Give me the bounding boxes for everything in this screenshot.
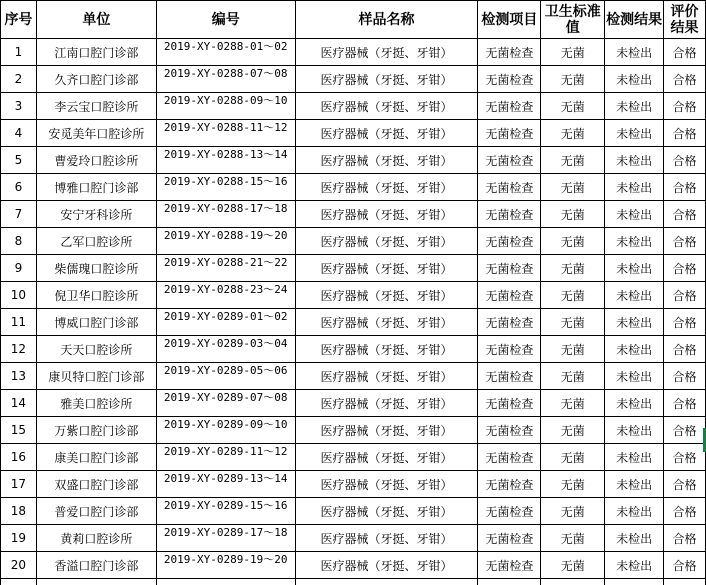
cell-standard[interactable]: 无菌 [541, 39, 605, 66]
cell-unit[interactable]: 博威口腔门诊部 [36, 309, 156, 336]
cell-standard[interactable]: 无菌 [541, 93, 605, 120]
cell-standard[interactable]: 无菌 [541, 282, 605, 309]
cell-item[interactable]: 无菌检查 [478, 444, 541, 471]
cell-unit[interactable]: 香溢口腔门诊部 [36, 552, 156, 579]
cell-sample[interactable]: 医疗器械（牙挺、牙钳） [295, 120, 478, 147]
cell-no[interactable]: 14 [1, 390, 37, 417]
cell-evaluation[interactable]: 合格 [664, 147, 706, 174]
table-row [1, 228, 706, 255]
table-row [1, 201, 706, 228]
cell-evaluation[interactable]: 合格 [664, 39, 706, 66]
cell-code[interactable]: 2019-XY-0288-17～18 [156, 201, 295, 228]
cell-no[interactable]: 9 [1, 255, 37, 282]
cell-sample[interactable]: 医疗器械（牙挺、牙钳） [295, 309, 478, 336]
cell-sample[interactable]: 医疗器械（牙挺、牙钳） [295, 390, 478, 417]
cell-no[interactable]: 18 [1, 498, 37, 525]
cell-result[interactable]: 未检出 [605, 228, 664, 255]
cell-result[interactable]: 未检出 [605, 525, 664, 552]
cell-evaluation[interactable]: 合格 [664, 255, 706, 282]
header-code[interactable]: 编号 [156, 1, 295, 39]
table-row [1, 174, 706, 201]
cell-sample[interactable]: 医疗器械（牙挺、牙钳） [295, 228, 478, 255]
cell-standard[interactable]: 无菌 [541, 174, 605, 201]
table-row [1, 336, 706, 363]
cell-partial[interactable] [156, 579, 295, 585]
cell-code[interactable]: 2019-XY-0289-17～18 [156, 525, 295, 552]
cell-standard[interactable]: 无菌 [541, 66, 605, 93]
cell-result[interactable]: 未检出 [605, 309, 664, 336]
cell-unit[interactable]: 李云宝口腔诊所 [36, 93, 156, 120]
cell-evaluation[interactable]: 合格 [664, 66, 706, 93]
cell-no[interactable]: 12 [1, 336, 37, 363]
cell-item[interactable]: 无菌检查 [478, 417, 541, 444]
cell-result[interactable]: 未检出 [605, 363, 664, 390]
cell-standard[interactable]: 无菌 [541, 147, 605, 174]
cell-result[interactable]: 未检出 [605, 444, 664, 471]
header-item[interactable]: 检测项目 [478, 1, 541, 39]
cell-no[interactable]: 16 [1, 444, 37, 471]
cell-item[interactable]: 无菌检查 [478, 363, 541, 390]
cell-result[interactable]: 未检出 [605, 498, 664, 525]
cell-code[interactable]: 2019-XY-0289-05～06 [156, 363, 295, 390]
cell-no[interactable]: 6 [1, 174, 37, 201]
cell-sample[interactable]: 医疗器械（牙挺、牙钳） [295, 498, 478, 525]
cell-standard[interactable]: 无菌 [541, 471, 605, 498]
table-body [1, 39, 706, 585]
cell-standard[interactable]: 无菌 [541, 390, 605, 417]
cell-result[interactable]: 未检出 [605, 255, 664, 282]
cell-sample[interactable]: 医疗器械（牙挺、牙钳） [295, 174, 478, 201]
table-row [1, 66, 706, 93]
cell-code[interactable]: 2019-XY-0288-11～12 [156, 120, 295, 147]
cell-partial[interactable] [541, 579, 605, 585]
table-row [1, 471, 706, 498]
cell-sample[interactable]: 医疗器械（牙挺、牙钳） [295, 525, 478, 552]
cell-item[interactable]: 无菌检查 [478, 255, 541, 282]
cell-code[interactable]: 2019-XY-0288-21～22 [156, 255, 295, 282]
cell-standard[interactable]: 无菌 [541, 228, 605, 255]
cell-item[interactable]: 无菌检查 [478, 525, 541, 552]
cell-no[interactable]: 8 [1, 228, 37, 255]
cell-evaluation[interactable]: 合格 [664, 417, 706, 444]
header-sample[interactable]: 样品名称 [295, 1, 478, 39]
cell-no[interactable]: 20 [1, 552, 37, 579]
cell-no[interactable]: 7 [1, 201, 37, 228]
cell-evaluation[interactable]: 合格 [664, 498, 706, 525]
cell-code[interactable]: 2019-XY-0289-07～08 [156, 390, 295, 417]
cell-standard[interactable]: 无菌 [541, 255, 605, 282]
cell-result[interactable]: 未检出 [605, 417, 664, 444]
cell-code[interactable]: 2019-XY-0288-13～14 [156, 147, 295, 174]
cell-standard[interactable]: 无菌 [541, 201, 605, 228]
cell-code[interactable]: 2019-XY-0288-15～16 [156, 174, 295, 201]
cell-unit[interactable]: 江南口腔门诊部 [36, 39, 156, 66]
cell-result[interactable]: 未检出 [605, 39, 664, 66]
cell-no[interactable]: 19 [1, 525, 37, 552]
cell-item[interactable]: 无菌检查 [478, 147, 541, 174]
cell-item[interactable]: 无菌检查 [478, 174, 541, 201]
cell-unit[interactable]: 万紫口腔门诊部 [36, 417, 156, 444]
cell-standard[interactable]: 无菌 [541, 120, 605, 147]
cell-evaluation[interactable]: 合格 [664, 525, 706, 552]
cell-code[interactable]: 2019-XY-0288-19～20 [156, 228, 295, 255]
cell-standard[interactable]: 无菌 [541, 336, 605, 363]
cell-item[interactable]: 无菌检查 [478, 120, 541, 147]
cell-result[interactable]: 未检出 [605, 471, 664, 498]
cell-result[interactable]: 未检出 [605, 120, 664, 147]
cell-no[interactable]: 3 [1, 93, 37, 120]
cell-no[interactable]: 4 [1, 120, 37, 147]
cell-unit[interactable]: 安宁牙科诊所 [36, 201, 156, 228]
cell-partial[interactable] [605, 579, 664, 585]
cell-result[interactable]: 未检出 [605, 552, 664, 579]
cell-unit[interactable]: 倪卫华口腔诊所 [36, 282, 156, 309]
cell-code[interactable]: 2019-XY-0289-19～20 [156, 552, 295, 579]
header-standard[interactable]: 卫生标准值 [541, 1, 605, 39]
cell-item[interactable]: 无菌检查 [478, 201, 541, 228]
cell-unit[interactable]: 双盛口腔门诊部 [36, 471, 156, 498]
cell-sample[interactable]: 医疗器械（牙挺、牙钳） [295, 336, 478, 363]
cell-partial[interactable] [295, 579, 478, 585]
cell-standard[interactable]: 无菌 [541, 363, 605, 390]
cell-sample[interactable]: 医疗器械（牙挺、牙钳） [295, 66, 478, 93]
cell-item[interactable]: 无菌检查 [478, 498, 541, 525]
table-row [1, 93, 706, 120]
cell-unit[interactable]: 曹爱玲口腔诊所 [36, 147, 156, 174]
cell-code[interactable]: 2019-XY-0288-09～10 [156, 93, 295, 120]
cell-unit[interactable]: 康美口腔门诊部 [36, 444, 156, 471]
cell-evaluation[interactable]: 合格 [664, 309, 706, 336]
cell-unit[interactable]: 天天口腔诊所 [36, 336, 156, 363]
header-evaluation[interactable]: 评价结果 [664, 1, 706, 39]
cell-item[interactable]: 无菌检查 [478, 552, 541, 579]
cell-unit[interactable]: 普爱口腔门诊部 [36, 498, 156, 525]
cell-partial[interactable] [664, 579, 706, 585]
table-row [1, 363, 706, 390]
cell-standard[interactable]: 无菌 [541, 417, 605, 444]
cell-standard[interactable]: 无菌 [541, 309, 605, 336]
cell-unit[interactable]: 柴儒瑰口腔诊所 [36, 255, 156, 282]
cell-evaluation[interactable]: 合格 [664, 282, 706, 309]
cell-result[interactable]: 未检出 [605, 66, 664, 93]
cell-evaluation[interactable]: 合格 [664, 201, 706, 228]
table-row [1, 498, 706, 525]
cell-sample[interactable]: 医疗器械（牙挺、牙钳） [295, 282, 478, 309]
cell-unit[interactable]: 雅美口腔诊所 [36, 390, 156, 417]
cell-sample[interactable]: 医疗器械（牙挺、牙钳） [295, 417, 478, 444]
cell-no[interactable]: 13 [1, 363, 37, 390]
table-row [1, 444, 706, 471]
cell-unit[interactable]: 安觅美年口腔诊所 [36, 120, 156, 147]
cell-item[interactable]: 无菌检查 [478, 282, 541, 309]
cell-sample[interactable]: 医疗器械（牙挺、牙钳） [295, 147, 478, 174]
cell-item[interactable]: 无菌检查 [478, 390, 541, 417]
cell-standard[interactable]: 无菌 [541, 525, 605, 552]
cell-partial[interactable] [36, 579, 156, 585]
cell-result[interactable]: 未检出 [605, 174, 664, 201]
cell-sample[interactable]: 医疗器械（牙挺、牙钳） [295, 201, 478, 228]
cell-evaluation[interactable]: 合格 [664, 471, 706, 498]
cell-code[interactable]: 2019-XY-0289-13～14 [156, 471, 295, 498]
table-row [1, 255, 706, 282]
cell-code[interactable]: 2019-XY-0289-15～16 [156, 498, 295, 525]
header-no[interactable]: 序号 [1, 1, 37, 39]
cell-evaluation[interactable]: 合格 [664, 390, 706, 417]
cell-evaluation[interactable]: 合格 [664, 552, 706, 579]
cell-evaluation[interactable]: 合格 [664, 120, 706, 147]
cell-unit[interactable]: 乙军口腔诊所 [36, 228, 156, 255]
table-row [1, 390, 706, 417]
cell-code[interactable]: 2019-XY-0288-23～24 [156, 282, 295, 309]
header-result[interactable]: 检测结果 [605, 1, 664, 39]
table-row [1, 282, 706, 309]
cell-item[interactable]: 无菌检查 [478, 93, 541, 120]
cell-sample[interactable]: 医疗器械（牙挺、牙钳） [295, 552, 478, 579]
cell-standard[interactable]: 无菌 [541, 552, 605, 579]
header-unit[interactable]: 单位 [36, 1, 156, 39]
cell-result[interactable]: 未检出 [605, 282, 664, 309]
cell-evaluation[interactable]: 合格 [664, 444, 706, 471]
cell-result[interactable]: 未检出 [605, 336, 664, 363]
cell-no[interactable]: 11 [1, 309, 37, 336]
table-row [1, 525, 706, 552]
cell-result[interactable]: 未检出 [605, 93, 664, 120]
cell-no[interactable]: 1 [1, 39, 37, 66]
cell-partial[interactable] [1, 579, 37, 585]
cell-standard[interactable]: 无菌 [541, 444, 605, 471]
cell-sample[interactable]: 医疗器械（牙挺、牙钳） [295, 93, 478, 120]
cell-no[interactable]: 2 [1, 66, 37, 93]
cell-unit[interactable]: 久齐口腔门诊部 [36, 66, 156, 93]
cell-code[interactable]: 2019-XY-0288-01～02 [156, 39, 295, 66]
cell-code[interactable]: 2019-XY-0289-09～10 [156, 417, 295, 444]
table-row [1, 552, 706, 579]
table-row [1, 39, 706, 66]
table-row-partial [1, 579, 706, 585]
cell-code[interactable]: 2019-XY-0289-01～02 [156, 309, 295, 336]
cell-code[interactable]: 2019-XY-0289-03～04 [156, 336, 295, 363]
cell-partial[interactable] [478, 579, 541, 585]
cell-sample[interactable]: 医疗器械（牙挺、牙钳） [295, 39, 478, 66]
cell-no[interactable]: 5 [1, 147, 37, 174]
cell-item[interactable]: 无菌检查 [478, 336, 541, 363]
cell-sample[interactable]: 医疗器械（牙挺、牙钳） [295, 471, 478, 498]
cell-sample[interactable]: 医疗器械（牙挺、牙钳） [295, 444, 478, 471]
cell-unit[interactable]: 康贝特口腔门诊部 [36, 363, 156, 390]
cell-sample[interactable]: 医疗器械（牙挺、牙钳） [295, 255, 478, 282]
cell-item[interactable]: 无菌检查 [478, 471, 541, 498]
cell-no[interactable]: 17 [1, 471, 37, 498]
cell-item[interactable]: 无菌检查 [478, 66, 541, 93]
cell-evaluation[interactable]: 合格 [664, 336, 706, 363]
cell-item[interactable]: 无菌检查 [478, 39, 541, 66]
cell-sample[interactable]: 医疗器械（牙挺、牙钳） [295, 363, 478, 390]
cell-standard[interactable]: 无菌 [541, 498, 605, 525]
table-row [1, 120, 706, 147]
cell-code[interactable]: 2019-XY-0288-07～08 [156, 66, 295, 93]
cell-unit[interactable]: 博雅口腔门诊部 [36, 174, 156, 201]
cell-unit[interactable]: 黄莉口腔诊所 [36, 525, 156, 552]
cell-item[interactable]: 无菌检查 [478, 228, 541, 255]
cell-evaluation[interactable]: 合格 [664, 363, 706, 390]
table-row [1, 309, 706, 336]
cell-result[interactable]: 未检出 [605, 201, 664, 228]
cell-no[interactable]: 15 [1, 417, 37, 444]
cell-evaluation[interactable]: 合格 [664, 174, 706, 201]
cell-evaluation[interactable]: 合格 [664, 228, 706, 255]
header-row [1, 1, 706, 39]
table-row [1, 417, 706, 444]
cell-code[interactable]: 2019-XY-0289-11～12 [156, 444, 295, 471]
cell-no[interactable]: 10 [1, 282, 37, 309]
table-row [1, 147, 706, 174]
cell-result[interactable]: 未检出 [605, 147, 664, 174]
cell-result[interactable]: 未检出 [605, 390, 664, 417]
cell-item[interactable]: 无菌检查 [478, 309, 541, 336]
cell-evaluation[interactable]: 合格 [664, 93, 706, 120]
